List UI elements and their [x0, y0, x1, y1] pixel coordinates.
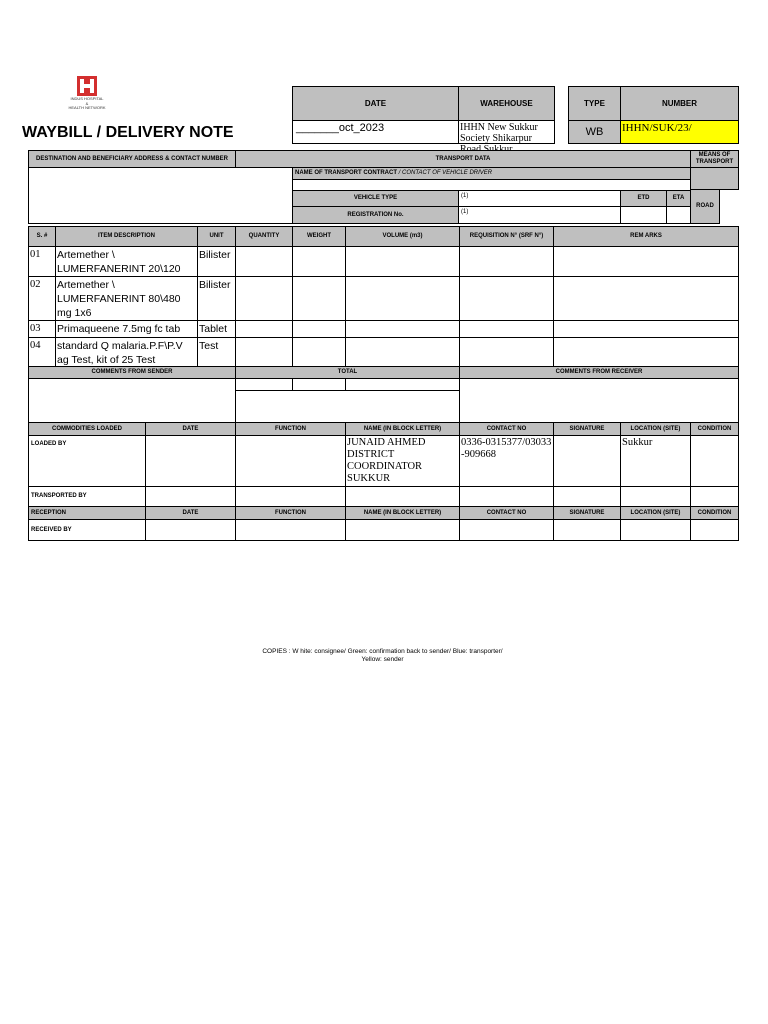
loaded-contact-field[interactable]: 0336-0315377/03033-909668 — [459, 435, 554, 487]
received-contact-field[interactable] — [459, 519, 554, 541]
item-unit[interactable]: Bilister — [197, 276, 236, 321]
item-weight[interactable] — [292, 246, 346, 277]
col-remarks: REM ARKS — [553, 226, 739, 247]
item-volume[interactable] — [345, 337, 460, 367]
transported-function-field[interactable] — [235, 486, 346, 507]
loaded-condition-field[interactable] — [690, 435, 739, 487]
col-description: ITEM DESCRIPTION — [55, 226, 198, 247]
logo-mark-icon — [77, 76, 97, 96]
reception-name-header: NAME (IN BLOCK LETTER) — [345, 506, 460, 520]
warehouse-field[interactable] — [458, 120, 555, 144]
copies-note-line2: Yellow: sender — [361, 656, 404, 663]
means-field — [690, 167, 739, 190]
road-label: ROAD — [690, 189, 720, 224]
item-quantity[interactable] — [235, 246, 293, 277]
reception-function-header: FUNCTION — [235, 506, 346, 520]
vehicle-type-value: (1) — [461, 193, 469, 199]
item-sn: 03 — [28, 320, 56, 338]
item-requisition[interactable] — [459, 337, 554, 367]
item-requisition[interactable] — [459, 320, 554, 338]
item-sn: 04 — [28, 337, 56, 367]
date-field[interactable] — [292, 120, 459, 144]
number-header: NUMBER — [620, 86, 739, 121]
destination-header: DESTINATION AND BENEFICIARY ADDRESS & CONTACT NUMBER — [28, 150, 236, 168]
logo — [64, 76, 110, 110]
copies-note — [180, 648, 585, 664]
date-header: DATE — [292, 86, 459, 121]
item-remarks[interactable] — [553, 337, 739, 367]
reception-signature-header: SIGNATURE — [553, 506, 621, 520]
loaded-date-field[interactable] — [145, 435, 236, 487]
registration-field[interactable] — [458, 206, 621, 224]
item-sn: 02 — [28, 276, 56, 321]
warehouse-header: WAREHOUSE — [458, 86, 555, 121]
item-weight[interactable] — [292, 337, 346, 367]
col-sn: S. # — [28, 226, 56, 247]
item-description[interactable]: standard Q malaria.P.F\P.V ag Test, kit of 25 Test — [55, 337, 198, 367]
loading-function-header: FUNCTION — [235, 422, 346, 436]
loading-name-header: NAME (IN BLOCK LETTER) — [345, 422, 460, 436]
date-value: _______oct_2023 — [296, 122, 385, 134]
item-description[interactable]: Primaqueene 7.5mg fc tab — [55, 320, 198, 338]
transported-date-field[interactable] — [145, 486, 236, 507]
item-weight[interactable] — [292, 276, 346, 321]
transport-data-header: TRANSPORT DATA — [235, 150, 691, 168]
page-title: WAYBILL / DELIVERY NOTE — [22, 124, 234, 141]
contract-label: NAME OF TRANSPORT CONTRACT / CONTACT OF VEHICLE DRIVER — [292, 167, 691, 180]
loading-location-header: LOCATION (SITE) — [620, 422, 691, 436]
loaded-by-label: LOADED BY — [28, 435, 146, 487]
eta-field[interactable] — [666, 206, 691, 224]
commodities-loaded-header: COMMODITIES LOADED — [28, 422, 146, 436]
number-field[interactable] — [620, 120, 739, 144]
item-volume[interactable] — [345, 320, 460, 338]
loaded-function-field[interactable] — [235, 435, 346, 487]
item-description[interactable]: Artemether \ LUMERFANERINT 80\480 mg 1x6 — [55, 276, 198, 321]
transported-by-label: TRANSPORTED BY — [28, 486, 146, 507]
item-sn: 01 — [28, 246, 56, 277]
received-by-label: RECEIVED BY — [28, 519, 146, 541]
col-volume: VOLUME (m3) — [345, 226, 460, 247]
item-remarks[interactable] — [553, 246, 739, 277]
etd-label: ETD — [620, 190, 667, 207]
eta-label: ETA — [666, 190, 691, 207]
loaded-location-field[interactable]: Sukkur — [620, 435, 691, 487]
col-unit: UNIT — [197, 226, 236, 247]
copies-note-line1: COPIES : W hite: consignee/ Green: confirmation back to sender/ Blue: transporter/ — [262, 648, 503, 655]
type-header: TYPE — [568, 86, 621, 121]
total-notes-field[interactable] — [235, 390, 460, 423]
number-value: IHHN/SUK/23/ — [622, 122, 692, 134]
received-signature-field[interactable] — [553, 519, 621, 541]
loading-date-header: DATE — [145, 422, 236, 436]
logo-text: INDUS HOSPITAL & HEALTH NETWORK — [68, 96, 106, 110]
loaded-signature-field[interactable] — [553, 435, 621, 487]
item-unit[interactable]: Test — [197, 337, 236, 367]
item-unit[interactable]: Tablet — [197, 320, 236, 338]
destination-field[interactable] — [28, 167, 293, 224]
registration-label: REGISTRATION No. — [292, 206, 459, 224]
reception-contact-header: CONTACT NO — [459, 506, 554, 520]
total-header: TOTAL — [235, 366, 460, 379]
item-unit[interactable]: Bilister — [197, 246, 236, 277]
comments-receiver-field[interactable] — [459, 378, 739, 423]
loaded-name-field[interactable]: JUNAID AHMED DISTRICT COORDINATOR SUKKUR — [345, 435, 460, 487]
transported-signature-field[interactable] — [553, 486, 621, 507]
item-quantity[interactable] — [235, 337, 293, 367]
comments-sender-header: COMMENTS FROM SENDER — [28, 366, 236, 379]
transported-location-field[interactable] — [620, 486, 691, 507]
loading-contact-header: CONTACT NO — [459, 422, 554, 436]
registration-value: (1) — [461, 209, 469, 215]
received-date-field[interactable] — [145, 519, 236, 541]
item-remarks[interactable] — [553, 320, 739, 338]
col-weight: WEIGHT — [292, 226, 346, 247]
comments-receiver-header: COMMENTS FROM RECEIVER — [459, 366, 739, 379]
warehouse-value: IHHN New Sukkur Society Shikarpur — [460, 122, 538, 144]
comments-sender-field[interactable] — [28, 378, 236, 423]
received-function-field[interactable] — [235, 519, 346, 541]
item-requisition[interactable] — [459, 276, 554, 321]
reception-condition-header: CONDITION — [690, 506, 739, 520]
item-quantity[interactable] — [235, 276, 293, 321]
item-weight[interactable] — [292, 320, 346, 338]
transported-contact-field[interactable] — [459, 486, 554, 507]
item-remarks[interactable] — [553, 276, 739, 321]
received-condition-field[interactable] — [690, 519, 739, 541]
vehicle-type-label: VEHICLE TYPE — [292, 190, 459, 207]
etd-field[interactable] — [620, 206, 667, 224]
item-description[interactable]: Artemether \ LUMERFANERINT 20\120 — [55, 246, 198, 277]
loading-condition-header: CONDITION — [690, 422, 739, 436]
item-volume[interactable] — [345, 276, 460, 321]
item-requisition[interactable] — [459, 246, 554, 277]
vehicle-type-field[interactable] — [458, 190, 621, 207]
received-location-field[interactable] — [620, 519, 691, 541]
transported-name-field[interactable] — [345, 486, 460, 507]
reception-header: RECEPTION — [28, 506, 146, 520]
item-volume[interactable] — [345, 246, 460, 277]
means-header: MEANS OF TRANSPORT — [690, 150, 739, 168]
col-requisition: REQUISITION N° (SRF N°) — [459, 226, 554, 247]
col-quantity: QUANTITY — [235, 226, 293, 247]
received-name-field[interactable] — [345, 519, 460, 541]
type-field[interactable]: WB — [568, 120, 621, 144]
reception-date-header: DATE — [145, 506, 236, 520]
transported-condition-field[interactable] — [690, 486, 739, 507]
item-quantity[interactable] — [235, 320, 293, 338]
reception-location-header: LOCATION (SITE) — [620, 506, 691, 520]
loading-signature-header: SIGNATURE — [553, 422, 621, 436]
